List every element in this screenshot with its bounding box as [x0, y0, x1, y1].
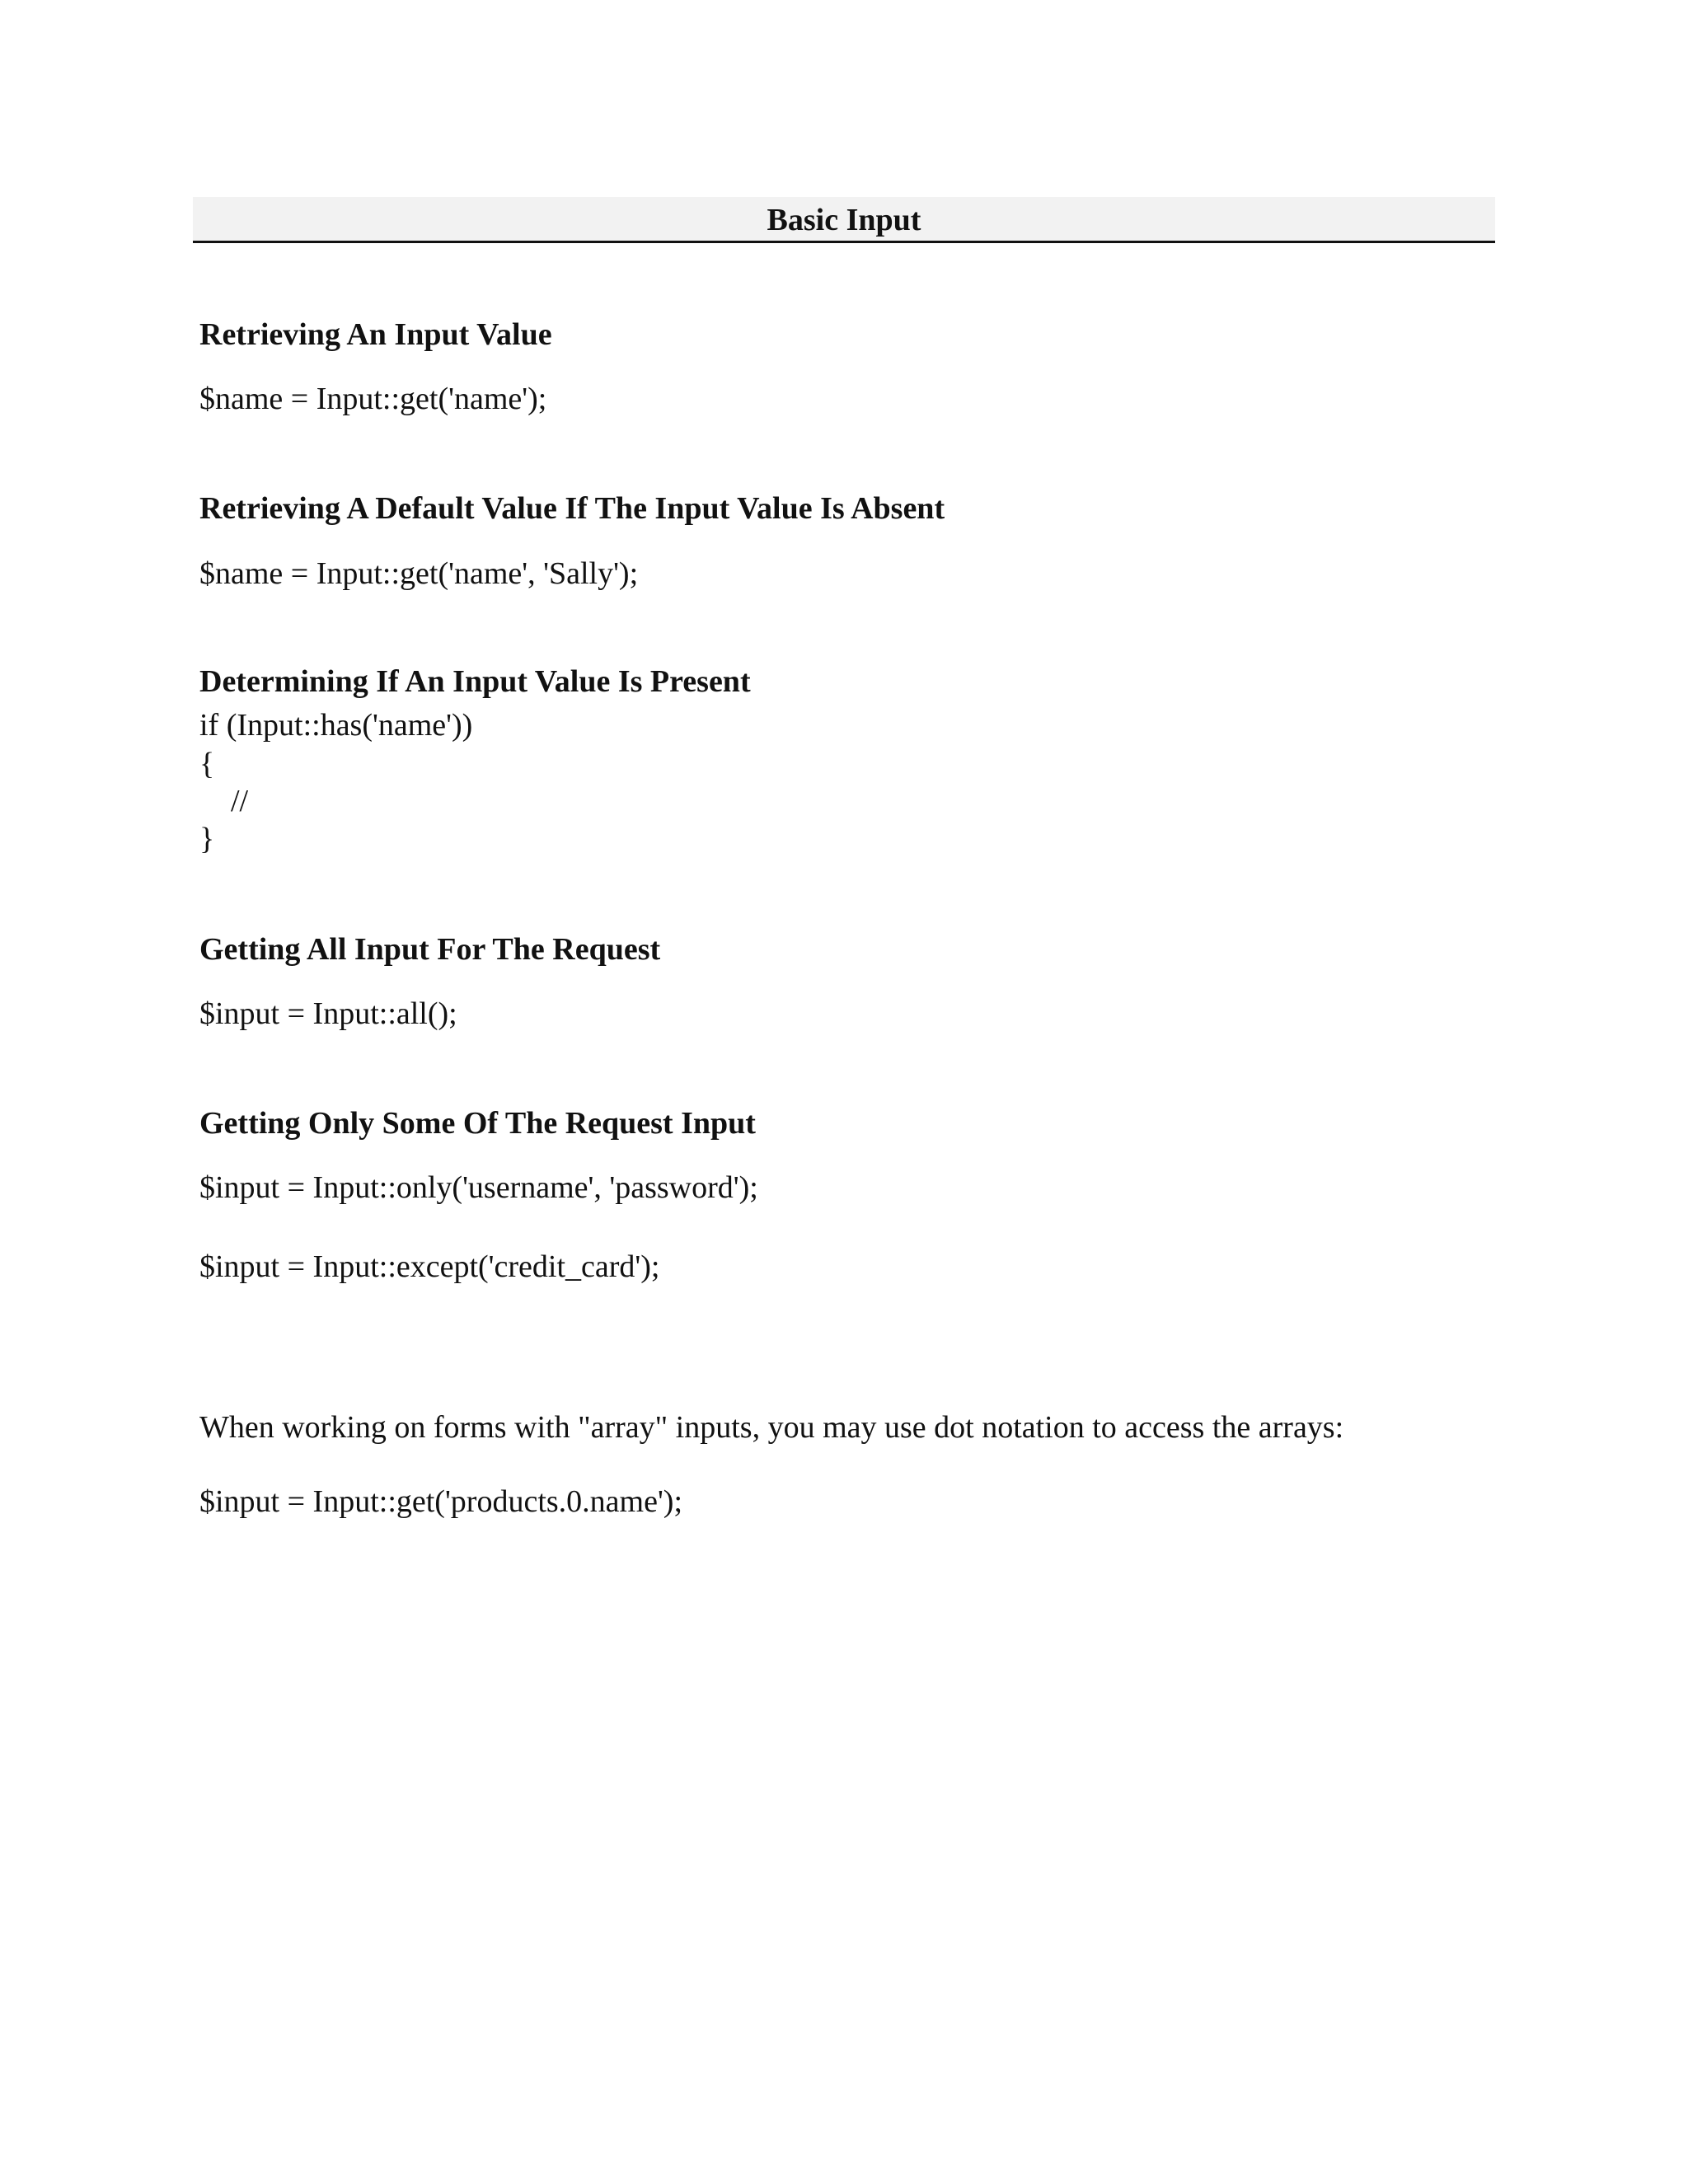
code-line: $input = Input::only('username', 'password');: [199, 1170, 758, 1205]
code-line: $input = Input::except('credit_card');: [199, 1249, 660, 1284]
section-heading-retrieving-input-value: Retrieving An Input Value: [199, 317, 552, 352]
section-heading-input-present: Determining If An Input Value Is Present: [199, 664, 751, 699]
note-paragraph: When working on forms with "array" inputs, you may use dot notation to access the arrays:: [199, 1410, 1344, 1445]
code-line: $input = Input::all();: [199, 996, 457, 1031]
code-line: $name = Input::get('name', 'Sally');: [199, 556, 639, 591]
section-heading-all-input: Getting All Input For The Request: [199, 932, 661, 967]
section-heading-default-value: Retrieving A Default Value If The Input Value Is Absent: [199, 491, 945, 526]
page-header: [193, 197, 1495, 243]
code-line: //: [199, 784, 249, 818]
code-line: $name = Input::get('name');: [199, 382, 547, 416]
section-heading-some-input: Getting Only Some Of The Request Input: [199, 1106, 756, 1141]
code-line: {: [199, 747, 215, 781]
code-line: $input = Input::get('products.0.name');: [199, 1484, 683, 1519]
code-line: }: [199, 822, 215, 856]
page-title: Basic Input: [767, 203, 921, 237]
code-line: if (Input::has('name')): [199, 708, 473, 743]
